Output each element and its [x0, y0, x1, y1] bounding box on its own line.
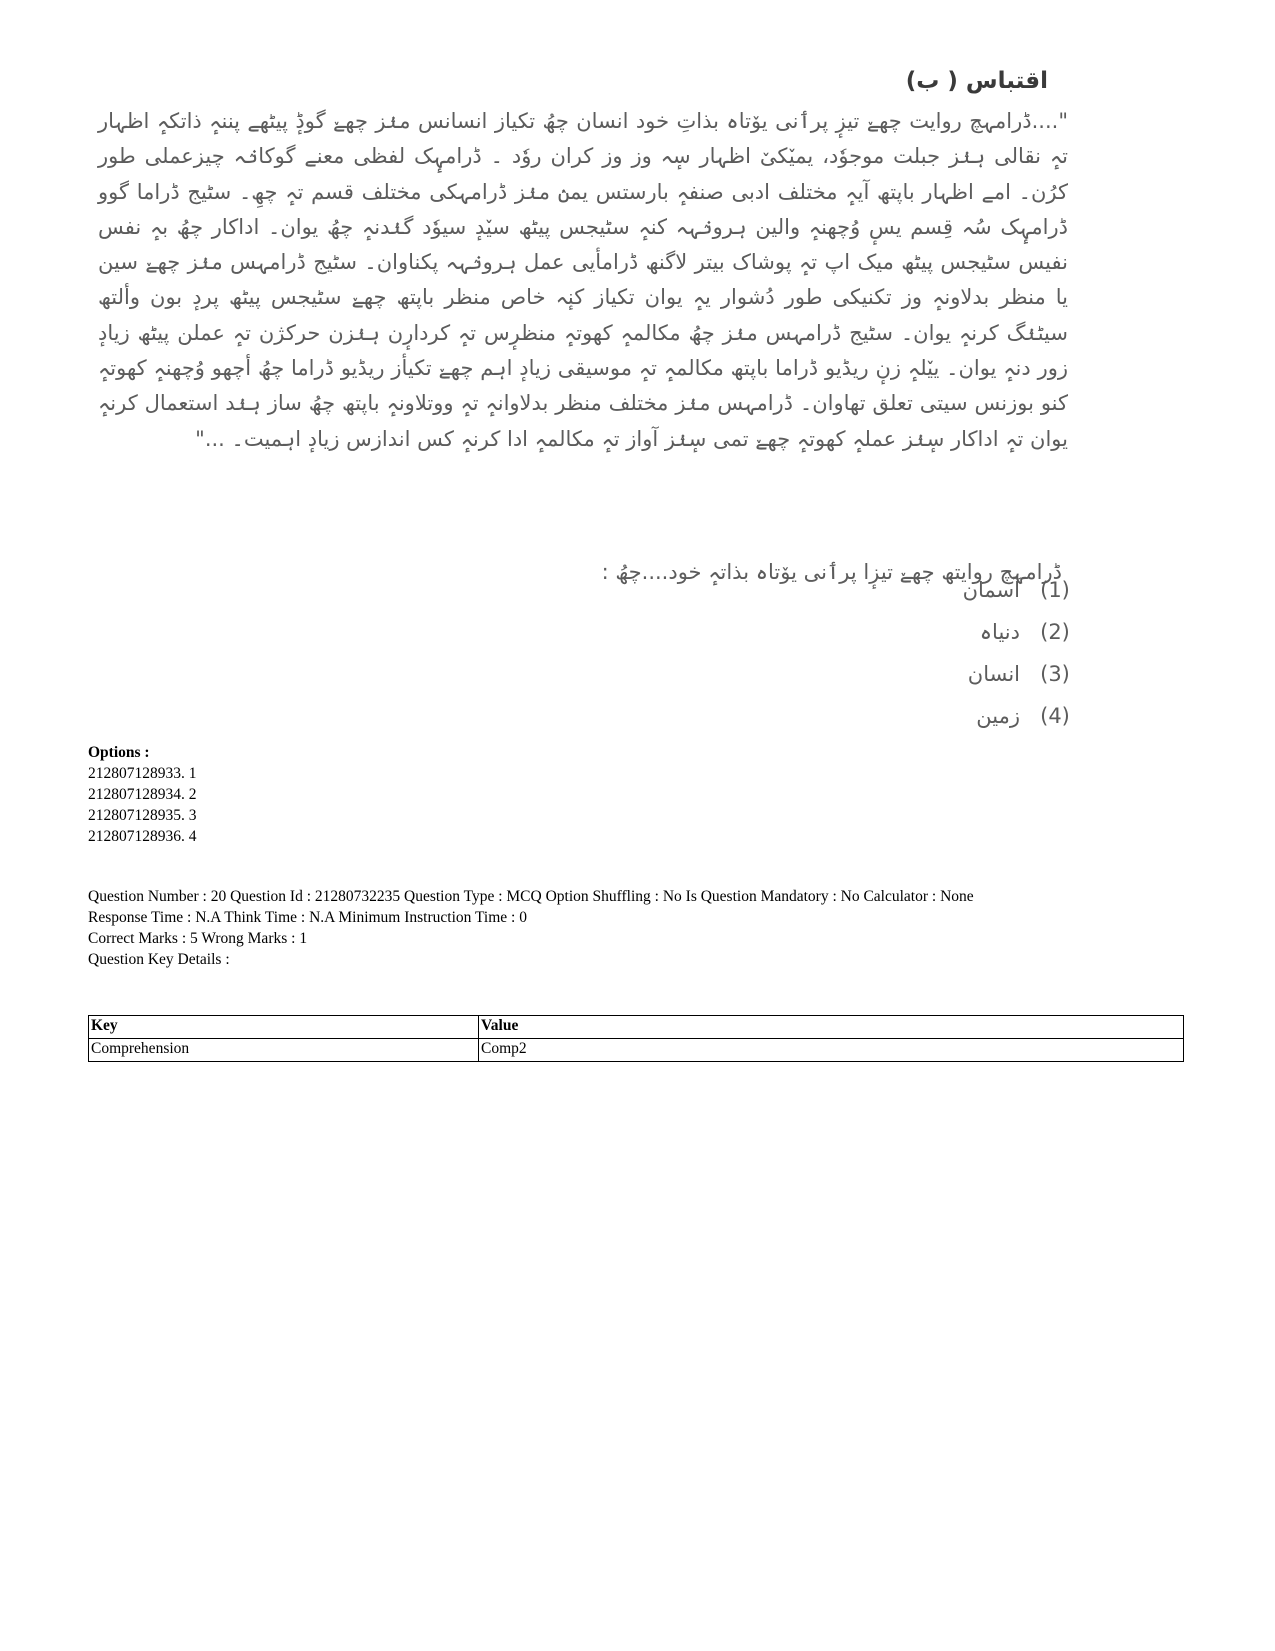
key-details-table: [88, 1015, 1184, 1062]
choice-text: زمین: [976, 704, 1020, 728]
choice-number: (1): [1040, 578, 1070, 602]
choice-text: دنیاہ: [979, 620, 1020, 644]
question-image: [88, 60, 1078, 780]
choice-text: انسان: [967, 662, 1020, 686]
options-block: [88, 742, 197, 847]
choice-3: [858, 662, 1078, 694]
table-header-row: [89, 1016, 1184, 1039]
cell-key: Comprehension: [89, 1039, 479, 1062]
key-details-label: Question Key Details :: [88, 951, 230, 968]
question-meta-line1: Question Number : 20 Question Id : 21280732235 Question Type : MCQ Option Shuffling : No Is Question Mandatory : No Calculator : None: [88, 888, 974, 905]
option-item: 212807128934. 2: [88, 786, 197, 803]
choice-2: [858, 620, 1078, 652]
question-meta: [88, 886, 1198, 970]
cell-value: Comp2: [479, 1039, 1184, 1062]
choice-4: [858, 704, 1078, 736]
question-meta-line2: Response Time : N.A Think Time : N.A Minimum Instruction Time : 0: [88, 909, 527, 926]
header-key: Key: [89, 1016, 479, 1039]
options-heading: Options :: [88, 744, 150, 761]
header-value: Value: [479, 1016, 1184, 1039]
passage-title: اقتباس ( ب): [905, 68, 1048, 94]
choice-number: (3): [1040, 662, 1070, 686]
question-stem: ڈرامہچ روایتھ چھےٚ تیزٕا پرٲنی یوٚتاہ بذاتہٕ خود....چھُ :: [601, 560, 1062, 584]
passage-text: "....ڈرامہچ روایت چھےٚ تیزٕ پرٲنی یوٚتاہ بذاتِ خود انسان چھُ تکیاز انسانس منٛز چھےٚ گوڈٕ پیٹھے پننہٕ ذاتکہٕ اظہار تہٕ نقالی ہنٛز جبلت موجوٗد، یمیٚکیٚ اظہار سٕہ وز وز کران روٗد ۔ ڈرامہٕک لفظی معنے گوکانٛہ چیزعملی طور کرُن۔ امے اظہار باپتھ آیہٕ مختلف ادبی صنفہٕ بارستس یمنٛ منٛز ڈرامہکی مختلف قسم تہٕ چھِ۔ سٹیج ڈراما گوو ڈرامہٕک سُہ قِسم یسٕ وُچھنہٕ والین ہرونٛہہ کنہٕ سٹیجس پیٹھ سیٚدٕ سیوٗد گنٛدنہٕ چھُ یوان۔ اداکار چھُ بہٕ نفس نفیس سٹیجس پیٹھ میک اپ تہٕ پوشاک بیتر لاگنھ ڈرامأیی عمل ہرونٛہہ پکناوان۔ سٹیج ڈرامہس منٛز چھےٚ سین یا منظر بدلاونہٕ وز تکنیکی طور دُشوار یہٕ یوان تکیاز کنٕہ خاص منظر باپتھ چھےٚ سٹیجس پیٹھ پردٕ بون وألتھ سیٹنٛگ کرنہٕ یوان۔ سٹیج ڈرامہس منٛز چھُ مکالمہٕ کھوتہٕ منظرٕس تہٕ کردارٕن ہنٛزن حرکژن تہٕ عملن پیٹھ زیادٕ زور دنہٕ یوان۔ ییٚلہٕ زنٕ ریڈیو ڈراما باپتھ مکالمہٕ تہٕ موسیقی زیادٕ اہم چھےٚ تکیأز ریڈیو ڈراما چھُ أچھو وُچھنہٕ کھوتہٕ کنو بوزنس سیتی تعلق تھاوان۔ ڈرامہس منٛز مختلف منظر بدلاوانہٕ تہٕ ووتلاونہٕ باپتھ چھُ ساز ہنٛد استعمال کرنہٕ یوان تہٕ اداکار سٕنٛز عملہٕ کھوتہٕ چھےٚ تمی سٕنٛز آواز تہٕ مکالمہٕ ادا کرنہٕ کس اندازس زیادٕ اہمیت۔ ...": [98, 109, 1068, 451]
choice-number: (2): [1040, 620, 1070, 644]
choice-text: آسمان: [962, 578, 1020, 602]
option-item: 212807128933. 1: [88, 765, 197, 782]
choice-1: [858, 578, 1078, 610]
option-item: 212807128936. 4: [88, 828, 197, 845]
marks-line: Correct Marks : 5 Wrong Marks : 1: [88, 930, 308, 947]
choice-number: (4): [1040, 704, 1070, 728]
option-item: 212807128935. 3: [88, 807, 197, 824]
table-row: [89, 1039, 1184, 1062]
